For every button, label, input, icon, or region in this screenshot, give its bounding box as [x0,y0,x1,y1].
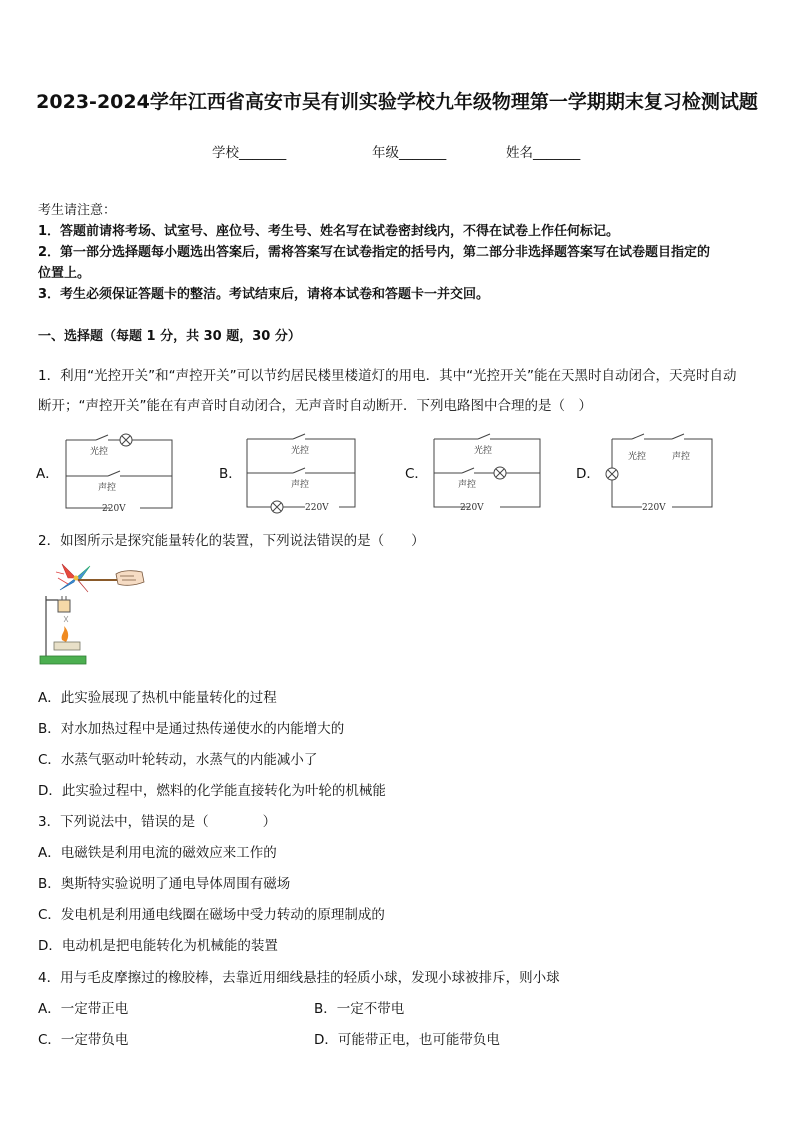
circuit-diagram-a [60,430,180,515]
hand-icon [116,571,144,586]
q1-text-line-2: 断开；“声控开关”能在有声音时自动闭合，无声音时自动断开．下列电路图中合理的是（ ） [38,398,592,414]
circuit-a-light-label: 光控 [90,447,109,457]
circuit-diagram-c [430,433,545,515]
q2-text: 2．如图所示是探究能量转化的装置，下列说法错误的是（ ） [38,533,425,549]
circuit-b-voltage-label: 220V [305,503,329,513]
school-field: 学校_______ [212,145,287,161]
notice-line-2-cont: 位置上。 [38,266,91,281]
circuit-b-light-label: 光控 [291,446,310,456]
q4-text: 4．用与毛皮摩擦过的橡胶棒，去靠近用细线悬挂的轻质小球，发现小球被排斥，则小球 [38,970,560,986]
notice-line-3: 3．考生必须保证答题卡的整洁。考试结束后，请将本试卷和答题卡一并交回。 [38,287,490,302]
circuit-d-sound-label: 声控 [672,452,691,462]
q1-option-b: B． [219,466,242,482]
notice-line-2: 2．第一部分选择题每小题选出答案后，需将答案写在试卷指定的括号内，第二部分非选择题答案写在试卷题目指定的 [38,245,711,260]
burner-icon [54,626,80,650]
flask-icon [58,596,70,612]
q1-option-a: A． [36,466,59,482]
q1-option-d: D． [576,466,600,482]
q4-option-b: B．一定不带电 [314,1001,405,1017]
circuit-c-sound-label: 声控 [458,480,477,490]
grade-field: 年级_______ [372,145,447,161]
q3-option-d: D．电动机是把电能转化为机械能的装置 [38,938,278,954]
circuit-d-light-label: 光控 [628,452,647,462]
q2-option-a: A．此实验展现了热机中能量转化的过程 [38,690,277,706]
circuit-b-sound-label: 声控 [291,480,310,490]
circuit-c-light-label: 光控 [474,446,493,456]
q4-option-a: A．一定带正电 [38,1001,129,1017]
energy-conversion-apparatus [38,558,150,668]
q4-option-c: C．一定带负电 [38,1032,129,1048]
q2-option-c: C．水蒸气驱动叶轮转动，水蒸气的内能减小了 [38,752,318,768]
q4-option-d: D．可能带正电，也可能带负电 [314,1032,500,1048]
circuit-diagram-b [243,433,363,515]
q3-option-c: C．发电机是利用通电线圈在磁场中受力转动的原理制成的 [38,907,385,923]
page-title: 2023-2024学年江西省高安市吴有训实验学校九年级物理第一学期期末复习检测试题 [36,91,758,113]
name-field: 姓名_______ [506,145,581,161]
q2-option-b: B．对水加热过程中是通过热传递使水的内能增大的 [38,721,345,737]
q3-text: 3．下列说法中，错误的是（ ） [38,814,277,830]
notice-line-1: 1．答题前请将考场、试室号、座位号、考生号、姓名写在试卷密封线内，不得在试卷上作任何标记。 [38,224,620,239]
notice-heading: 考生请注意： [38,203,117,218]
q1-text-line-1: 1．利用“光控开关”和“声控开关”可以节约居民楼里楼道灯的用电．其中“光控开关”能在天黑时自动闭合，天亮时自动 [38,368,737,384]
q3-option-a: A．电磁铁是利用电流的磁效应来工作的 [38,845,277,861]
circuit-d-voltage-label: 220V [642,503,666,513]
q2-option-d: D．此实验过程中，燃料的化学能直接转化为叶轮的机械能 [38,783,386,799]
q3-option-b: B．奥斯特实验说明了通电导体周围有磁场 [38,876,291,892]
circuit-diagram-d [602,433,717,515]
section-heading: 一、选择题（每题 1 分，共 30 题，30 分） [38,329,301,344]
pinwheel-icon [56,564,90,592]
circuit-a-voltage-label: 220V [102,504,126,514]
circuit-a-sound-label: 声控 [98,483,117,493]
circuit-c-voltage-label: 220V [460,503,484,513]
q1-option-c: C． [405,466,428,482]
